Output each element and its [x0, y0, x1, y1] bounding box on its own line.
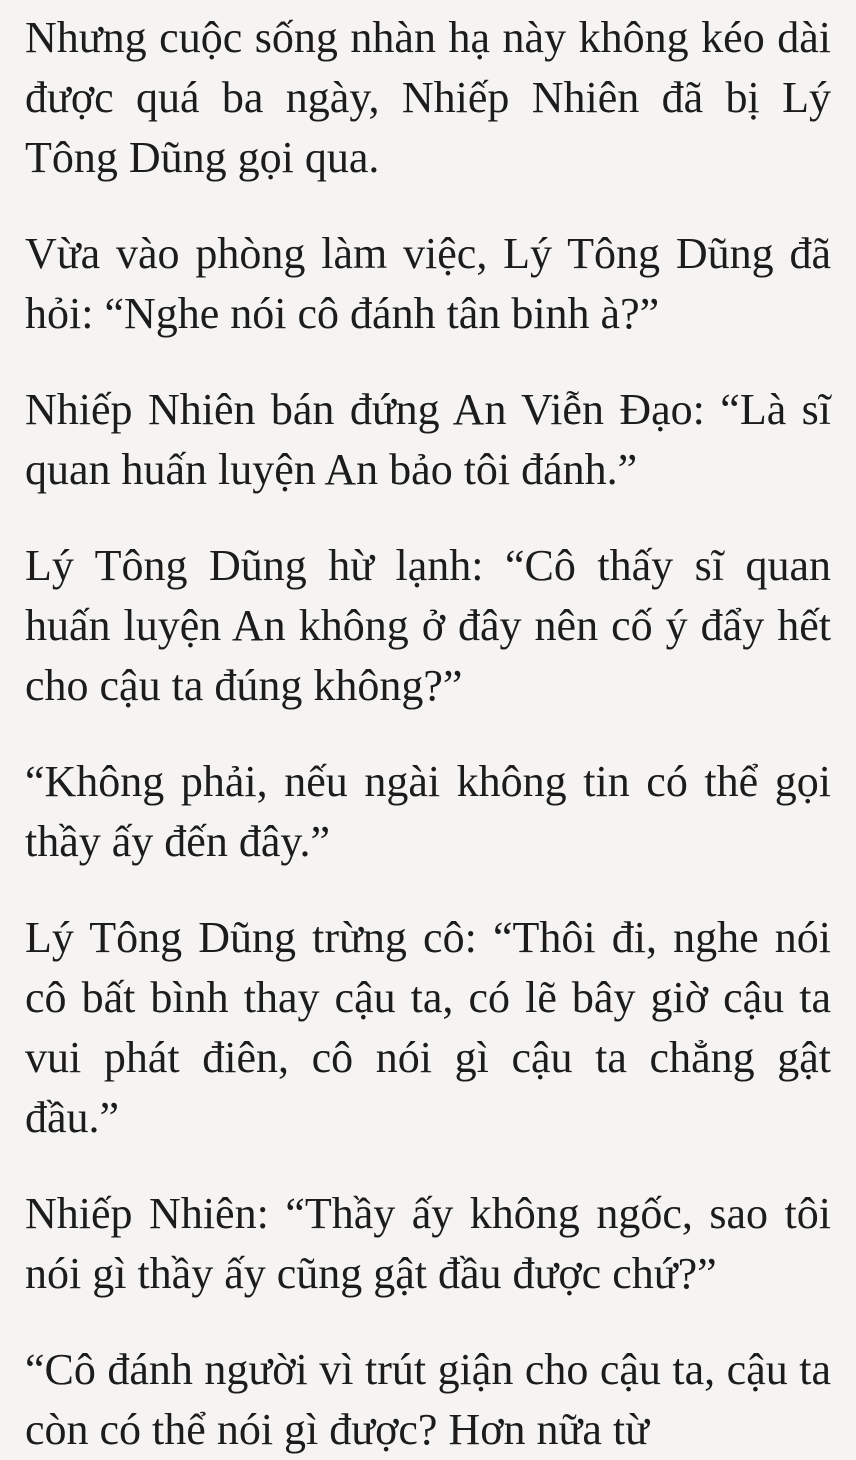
- paragraph: Lý Tông Dũng trừng cô: “Thôi đi, nghe nói cô bất bình thay cậu ta, có lẽ bây giờ cậu ta vui phát điên, cô nói gì cậu ta chẳng gật đầu.”: [25, 913, 831, 1142]
- paragraph: Nhiếp Nhiên: “Thầy ấy không ngốc, sao tôi nói gì thầy ấy cũng gật đầu được chứ?”: [25, 1189, 831, 1298]
- paragraph: Lý Tông Dũng hừ lạnh: “Cô thấy sĩ quan huấn luyện An không ở đây nên cố ý đẩy hết cho cậu ta đúng không?”: [25, 541, 831, 710]
- paragraph: “Không phải, nếu ngài không tin có thể gọi thầy ấy đến đây.”: [25, 757, 831, 866]
- paragraph: Nhiếp Nhiên bán đứng An Viễn Đạo: “Là sĩ quan huấn luyện An bảo tôi đánh.”: [25, 385, 831, 494]
- paragraph: Vừa vào phòng làm việc, Lý Tông Dũng đã hỏi: “Nghe nói cô đánh tân binh à?”: [25, 229, 831, 338]
- paragraph: Nhưng cuộc sống nhàn hạ này không kéo dài được quá ba ngày, Nhiếp Nhiên đã bị Lý Tông Dũng gọi qua.: [25, 13, 831, 182]
- paragraph: “Cô đánh người vì trút giận cho cậu ta, cậu ta còn có thể nói gì được? Hơn nữa từ: [25, 1345, 831, 1454]
